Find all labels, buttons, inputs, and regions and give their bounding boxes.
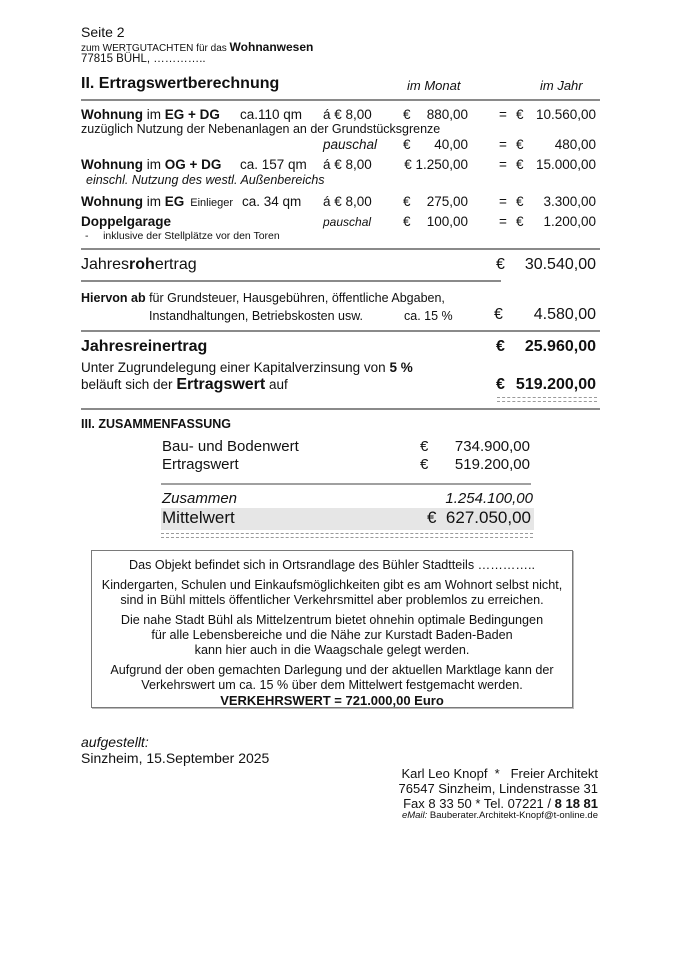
signature-email-line: [340, 810, 598, 821]
divider: [161, 483, 531, 485]
area: ca. 157 qm: [240, 157, 307, 172]
phone-fax: Fax 8 33 50 * Tel. 07221 /: [403, 796, 555, 811]
unit-connector: im: [142, 157, 165, 172]
unit-floor: EG + DG: [164, 107, 220, 122]
document-subtitle: [81, 40, 313, 54]
rohertrag-post: ertrag: [154, 256, 197, 273]
divider: [81, 408, 600, 410]
box-paragraph-infrastructure-2: sind in Bühl mittels öffentlicher Verkehrsmittel aber problemlos zu erreichen.: [120, 593, 544, 607]
summary-label: Bau- und Bodenwert: [162, 438, 299, 455]
unit-connector: im: [142, 107, 165, 122]
assessment-box: [91, 550, 573, 708]
reinertrag-label: Jahresreinertrag: [81, 338, 208, 355]
place-date: Sinzheim, 15.September 2025: [81, 750, 270, 766]
equals-sign: =: [499, 107, 507, 122]
unit-label: Wohnung: [81, 194, 143, 209]
yearly-value: 15.000,00: [535, 157, 596, 172]
unit-label: Wohnung: [81, 157, 143, 172]
currency: €: [516, 214, 524, 229]
box-paragraph-infrastructure-1: Kindergarten, Schulen und Einkaufsmöglichkeiten gibt es am Wohnort selbst nicht,: [101, 578, 563, 592]
currency: €: [420, 456, 429, 473]
rohertrag-pre: Jahres: [81, 256, 130, 273]
deduction-label: Hiervon ab: [81, 291, 146, 305]
divider: [81, 248, 600, 250]
column-header-year: im Jahr: [540, 78, 583, 93]
yearly-value: 1.200,00: [543, 214, 596, 229]
rohertrag-bold: roh: [129, 256, 155, 273]
monthly-value: 40,00: [434, 137, 468, 152]
aufgestellt-label: aufgestellt:: [81, 734, 149, 750]
currency: €: [403, 137, 411, 152]
box-paragraph-city-3: kann hier auch in die Waagschale gelegt werden.: [194, 643, 470, 657]
yearly-value: 480,00: [554, 137, 596, 152]
monthly-value: 275,00: [426, 194, 468, 209]
divider: [81, 99, 600, 101]
currency: €: [496, 376, 505, 393]
email-address[interactable]: Bauberater.Architekt-Knopf@t-online.de: [427, 810, 598, 821]
summary-label: Ertragswert: [162, 456, 239, 473]
box-paragraph-market-2: Verkehrswert um ca. 15 % über dem Mittelwert festgemacht werden.: [141, 678, 523, 692]
unit-type: Einlieger: [190, 197, 234, 209]
reinertrag-value: 25.960,00: [524, 338, 596, 355]
verkehrswert-result: VERKEHRSWERT = 721.000,00 Euro: [220, 693, 444, 708]
currency: €: [496, 256, 505, 273]
monthly-value: 880,00: [426, 107, 468, 122]
currency: €: [516, 107, 524, 122]
ertragswert-label: Ertragswert: [176, 376, 266, 393]
double-underline: [497, 397, 597, 402]
rate: á € 8,00: [323, 194, 372, 209]
unit-floor: OG + DG: [164, 157, 222, 172]
email-label: eMail:: [401, 810, 428, 821]
summary-value: 519.200,00: [454, 456, 530, 473]
equals-sign: =: [499, 214, 507, 229]
page-number: Seite 2: [81, 24, 125, 40]
property-address: 77815 BÜHL, …………..: [81, 53, 206, 65]
currency: €: [420, 438, 429, 455]
sum-label: Zusammen: [162, 490, 238, 507]
divider: [81, 330, 600, 332]
signature-address: 76547 Sinzheim, Lindenstrasse 31: [398, 781, 598, 796]
signature-contact: [340, 796, 598, 811]
area: ca. 34 qm: [242, 194, 302, 209]
ertragswert-text-post: auf: [265, 377, 288, 392]
subtitle-prefix: zum WERTGUTACHTEN für das: [81, 43, 230, 54]
sum-value: 1.254.100,00: [445, 490, 533, 507]
unit-label: Doppelgarage: [81, 214, 172, 229]
monthly-value: € 1.250,00: [404, 157, 468, 172]
box-paragraph-market-1: Aufgrund der oben gemachten Darlegung und der aktuellen Marktlage kann der: [110, 663, 554, 677]
rate: á € 8,00: [323, 157, 372, 172]
ertragswert-text: beläuft sich der: [81, 377, 177, 392]
ertragswert-value: 519.200,00: [515, 376, 596, 393]
section-title-ertragswert: II. Ertragswertberechnung: [81, 75, 280, 92]
kapital-rate: 5 %: [389, 360, 413, 375]
currency: €: [403, 107, 411, 122]
area: ca.110 qm: [240, 107, 303, 122]
yearly-value: 3.300,00: [543, 194, 596, 209]
mittelwert-value: € 627.050,00: [427, 508, 531, 527]
kapital-text: Unter Zugrundelegung einer Kapitalverzinsung von: [81, 360, 390, 375]
unit-floor: EG: [164, 194, 185, 209]
equals-sign: =: [499, 137, 507, 152]
rohertrag-value: 30.540,00: [524, 256, 596, 273]
rate: pauschal: [323, 137, 378, 152]
box-paragraph-city-1: Die nahe Stadt Bühl als Mittelzentrum bietet ohnehin optimale Bedingungen: [120, 613, 544, 627]
currency: €: [516, 137, 524, 152]
currency: €: [494, 306, 503, 323]
box-paragraph-city-2: für alle Lebensbereiche und die Nähe zur Kurstadt Baden-Baden: [151, 628, 513, 642]
currency: €: [403, 194, 411, 209]
signature-name: Karl Leo Knopf * Freier Architekt: [401, 766, 598, 781]
monthly-value: 100,00: [426, 214, 468, 229]
currency: €: [403, 214, 411, 229]
unit-label: Wohnung: [81, 107, 143, 122]
mittelwert-label: Mittelwert: [162, 508, 235, 527]
rate: pauschal: [323, 215, 372, 229]
currency: €: [516, 194, 524, 209]
rate: á € 8,00: [323, 107, 372, 122]
deduction-percent: ca. 15 %: [404, 309, 453, 323]
summary-value: 734.900,00: [454, 438, 530, 455]
row-note: zuzüglich Nutzung der Nebenanlagen an der Grundstücksgrenze: [81, 122, 441, 136]
currency: €: [516, 157, 524, 172]
currency: €: [496, 338, 505, 355]
row-note: - inklusive der Stellplätze vor den Toren: [85, 230, 280, 242]
double-underline: [161, 533, 533, 538]
divider: [81, 280, 501, 282]
section-title-zusammenfassung: III. ZUSAMMENFASSUNG: [81, 417, 232, 431]
equals-sign: =: [499, 194, 507, 209]
phone-number: 8 18 81: [554, 796, 598, 811]
column-header-month: im Monat: [407, 78, 461, 93]
deduction-text: für Grundsteuer, Hausgebühren, öffentliche Abgaben,: [145, 291, 445, 305]
row-note: einschl. Nutzung des westl. Außenbereichs: [86, 173, 325, 187]
deduction-text-2: Instandhaltungen, Betriebskosten usw.: [149, 309, 364, 323]
equals-sign: =: [499, 157, 507, 172]
box-paragraph-location: Das Objekt befindet sich in Ortsrandlage des Bühler Stadtteils …………..: [129, 558, 535, 572]
yearly-value: 10.560,00: [535, 107, 596, 122]
deduction-value: 4.580,00: [533, 306, 596, 323]
unit-connector: im: [142, 194, 165, 209]
subtitle-bold: Wohnanwesen: [229, 40, 314, 54]
